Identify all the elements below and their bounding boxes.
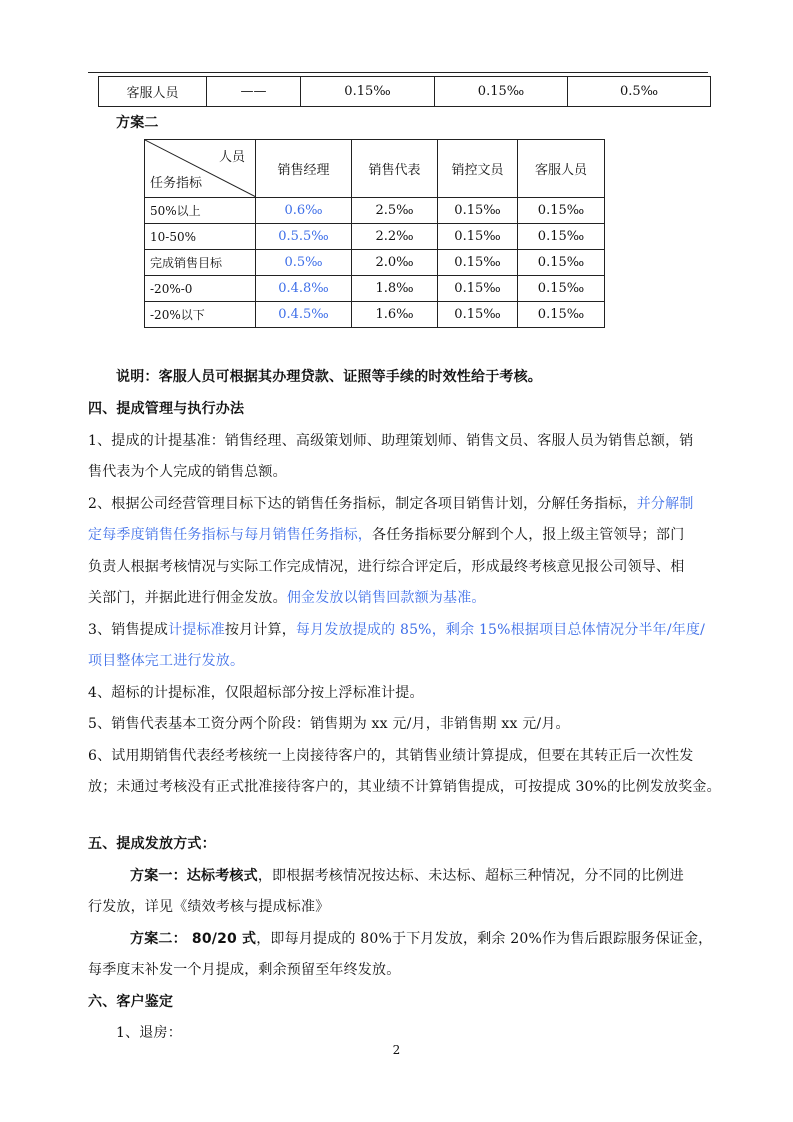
plan1-label: 方案一：达标考核式 — [130, 868, 258, 884]
column-header: 销控文员 — [438, 140, 518, 198]
paragraph: 4、超标的计提标准，仅限超标部分按上浮标准计提。 — [88, 685, 424, 701]
table-cell: 0.15‰ — [518, 198, 605, 224]
header-rule — [88, 72, 708, 73]
plan1-table-tail — [98, 76, 711, 107]
row-label: 50%以上 — [145, 198, 256, 224]
column-header: 销售经理 — [256, 140, 352, 198]
table-cell: 0.15‰ — [438, 198, 518, 224]
table-cell: 0.15‰ — [438, 250, 518, 276]
highlight-text: 计提标准 — [168, 622, 225, 638]
table-cell: 0.5.5‰ — [256, 224, 352, 250]
section5-title: 五、提成发放方式： — [88, 836, 216, 852]
paragraph — [88, 494, 694, 514]
paragraph: 1、提成的计提基准：销售经理、高级策划师、助理策划师、销售文员、客服人员为销售总额，销 — [88, 433, 694, 449]
column-header: 客服人员 — [518, 140, 605, 198]
row-label: -20%-0 — [145, 276, 256, 302]
corner-header-cell — [145, 140, 256, 198]
corner-bottom-label: 任务指标 — [150, 176, 203, 191]
highlight-text: 并分解制 — [636, 496, 694, 512]
table-cell: 0.15‰ — [518, 276, 605, 302]
highlight-text: 佣金发放以销售回款额为基准。 — [286, 590, 486, 606]
table-row — [145, 302, 605, 328]
table-cell: 0.15‰ — [301, 77, 435, 107]
table-row — [145, 224, 605, 250]
table-cell: 1.8‰ — [352, 276, 438, 302]
plan2-title: 方案二 — [116, 115, 159, 131]
table-header-row — [145, 140, 605, 198]
corner-top-label: 人员 — [218, 150, 245, 165]
table-cell: 0.6‰ — [256, 198, 352, 224]
table-cell: 0.4.8‰ — [256, 276, 352, 302]
table-cell: 2.0‰ — [352, 250, 438, 276]
paragraph: 6、试用期销售代表经考核统一上岗接待客户的，其销售业绩计算提成，但要在其转正后一次性发 — [88, 748, 694, 764]
plan2-label: 方案二： 80/20 式 — [130, 931, 257, 947]
row-label: -20%以下 — [145, 302, 256, 328]
table-cell: 0.15‰ — [518, 224, 605, 250]
table-row — [145, 250, 605, 276]
table-cell: 0.15‰ — [438, 302, 518, 328]
table-cell: 2.2‰ — [352, 224, 438, 250]
table-row — [99, 77, 711, 107]
table-cell: 0.5‰ — [256, 250, 352, 276]
paragraph: 每季度末补发一个月提成，剩余预留至年终发放。 — [88, 962, 401, 978]
note: 说明：客服人员可根据其办理贷款、证照等手续的时效性给于考核。 — [116, 369, 542, 385]
plan2-table — [144, 139, 605, 328]
highlight-text: 定每季度销售任务指标与每月销售任务指标， — [88, 527, 372, 543]
paragraph — [88, 525, 684, 545]
paragraph — [130, 929, 712, 949]
paragraph — [88, 588, 486, 608]
table-cell: 0.15‰ — [518, 250, 605, 276]
paragraph: 售代表为个人完成的销售总额。 — [88, 464, 287, 480]
paragraph: 负责人根据考核情况与实际工作完成情况，进行综合评定后，形成最终考核意见报公司领导、相 — [88, 559, 685, 575]
table-cell: 2.5‰ — [352, 198, 438, 224]
column-header: 销售代表 — [352, 140, 438, 198]
table-cell: 0.15‰ — [518, 302, 605, 328]
table-cell: —— — [207, 77, 301, 107]
table-cell: 0.15‰ — [438, 276, 518, 302]
section6-title: 六、客户鉴定 — [88, 994, 174, 1010]
paragraph: 行发放，详见《绩效考核与提成标准》 — [88, 899, 330, 915]
table-row — [145, 276, 605, 302]
paragraph: 1、退房： — [116, 1025, 182, 1041]
row-label: 10-50% — [145, 224, 256, 250]
paragraph: 5、销售代表基本工资分两个阶段：销售期为 xx 元/月，非销售期 xx 元/月。 — [88, 716, 570, 732]
text-span: 3、销售提成 — [88, 622, 169, 638]
section4-title: 四、提成管理与执行办法 — [88, 401, 245, 417]
highlight-text: 项目整体完工进行发放。 — [88, 653, 245, 669]
highlight-text: 每月发放提成的 85%，剩余 15%根据项目总体情况分半年/年度/ — [295, 622, 706, 638]
table-cell: 0.15‰ — [435, 77, 568, 107]
text-span: 各任务指标要分解到个人，报上级主管领导；部门 — [372, 527, 685, 543]
text-span: 2、根据公司经营管理目标下达的销售任务指标，制定各项目销售计划，分解任务指标， — [88, 496, 637, 512]
table-cell: 客服人员 — [99, 77, 207, 107]
table-row — [145, 198, 605, 224]
paragraph: 放；未通过考核没有正式批准接待客户的，其业绩不计算销售提成，可按提成 30%的比例发放奖金。 — [88, 779, 721, 795]
row-label: 完成销售目标 — [145, 250, 256, 276]
text-span: ，即每月提成的 80%于下月发放，剩余 20%作为售后跟踪服务保证金， — [256, 931, 713, 947]
paragraph — [88, 620, 705, 640]
text-span: 按月计算， — [224, 622, 296, 638]
table-cell: 0.4.5‰ — [256, 302, 352, 328]
text-span: ，即根据考核情况按达标、未达标、超标三种情况，分不同的比例进 — [257, 868, 684, 884]
table-cell: 1.6‰ — [352, 302, 438, 328]
table-cell: 0.5‰ — [568, 77, 711, 107]
paragraph — [130, 866, 684, 886]
table-cell: 0.15‰ — [438, 224, 518, 250]
page-number: 2 — [392, 1043, 401, 1057]
text-span: 关部门，并据此进行佣金发放。 — [88, 590, 287, 606]
